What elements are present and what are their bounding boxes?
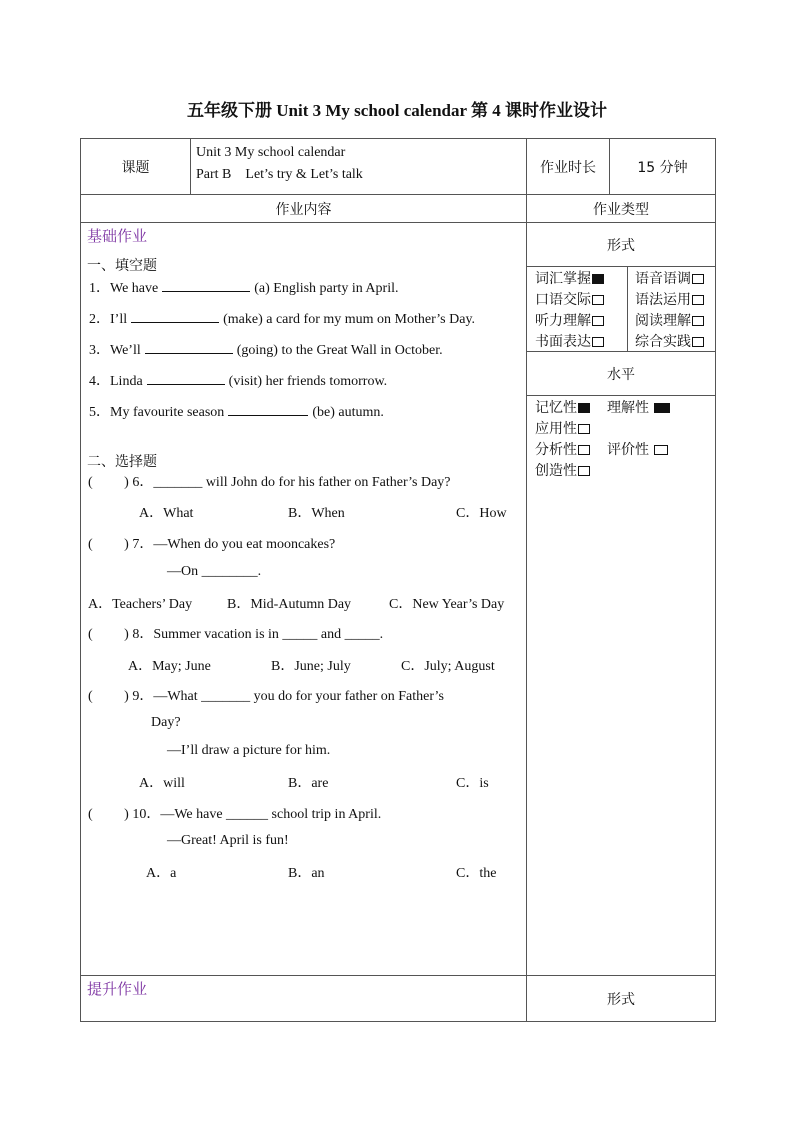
q10-option-b: B．an — [288, 866, 325, 881]
form-label: 形式 — [607, 238, 635, 254]
form-writing-checkbox[interactable] — [592, 337, 604, 347]
form-grammar-checkbox[interactable] — [692, 295, 704, 305]
fill-in-2: 2．I’ll (make) a card for my mum on Mother’s Day. — [89, 308, 475, 328]
level-evaluation-checkbox[interactable] — [654, 445, 668, 455]
level-application: 应用性 — [535, 418, 590, 438]
fill-in-1: 1．We have (a) English party in April. — [89, 277, 399, 297]
form-grammar: 语法运用 — [635, 289, 704, 309]
form-practice-checkbox[interactable] — [692, 337, 704, 347]
form-speaking: 口语交际 — [535, 289, 604, 309]
advanced-form-label: 形式 — [527, 976, 716, 1022]
q7-option-a: A．Teachers’ Day — [88, 597, 193, 612]
level-analysis: 分析性 — [535, 439, 590, 459]
q9-option-b: B．are — [288, 776, 329, 791]
fill-in-5: 5．My favourite season (be) autumn. — [89, 401, 384, 421]
topic-line-2: Part B Let’s try & Let’s talk — [196, 167, 363, 182]
q9-stem: ( ) 9．—What _______ you do for your father on Father’s — [88, 689, 444, 704]
level-analysis-checkbox[interactable] — [578, 445, 590, 455]
q9-continuation: Day? — [151, 715, 181, 730]
form-speaking-checkbox[interactable] — [592, 295, 604, 305]
basic-homework-cell — [81, 223, 527, 976]
q7-stem: ( ) 7．—When do you eat mooncakes? — [88, 537, 336, 552]
form-pronunciation: 语音语调 — [635, 268, 704, 288]
q6-stem: ( ) 6．_______ will John do for his father on Father’s Day? — [88, 475, 451, 490]
q10-line2: —Great! April is fun! — [167, 833, 289, 848]
section1-title: 一、填空题 — [87, 258, 157, 274]
form-writing: 书面表达 — [535, 331, 604, 351]
q6-option-b: B．When — [288, 506, 345, 521]
q9-option-c: C．is — [456, 776, 489, 791]
duration-label: 作业时长 — [527, 139, 610, 195]
homework-table — [80, 138, 716, 1022]
level-understanding: 理解性 — [607, 397, 670, 417]
type-header: 作业类型 — [527, 195, 716, 223]
q10-option-c: C．the — [456, 866, 497, 881]
topic-value — [191, 139, 527, 195]
advanced-homework-cell — [81, 976, 527, 1022]
q7-option-b: B．Mid-Autumn Day — [227, 597, 352, 612]
form-pronunciation-checkbox[interactable] — [692, 274, 704, 284]
fill-in-4: 4．Linda (visit) her friends tomorrow. — [89, 370, 387, 390]
level-evaluation: 评价性 — [607, 439, 668, 459]
topic-label: 课题 — [81, 139, 191, 195]
page-title: 五年级下册 Unit 3 My school calendar 第 4 课时作业设计 — [187, 101, 607, 120]
level-creation: 创造性 — [535, 460, 590, 480]
level-label: 水平 — [607, 367, 635, 383]
section2-title: 二、选择题 — [87, 454, 157, 470]
q7-option-c: C．New Year’s Day — [389, 597, 505, 612]
q8-option-b: B．June; July — [271, 659, 351, 674]
q6-option-c: C．How — [456, 506, 507, 521]
duration-value: 15 分钟 — [610, 139, 716, 195]
level-memory-checkbox[interactable] — [578, 403, 590, 413]
homework-type-cell — [527, 223, 716, 976]
form-listening-checkbox[interactable] — [592, 316, 604, 326]
content-header: 作业内容 — [81, 195, 527, 223]
q7-line2: —On ________. — [167, 564, 262, 579]
q8-option-a: A．May; June — [128, 659, 211, 674]
form-practice: 综合实践 — [635, 331, 704, 351]
form-reading-checkbox[interactable] — [692, 316, 704, 326]
level-creation-checkbox[interactable] — [578, 466, 590, 476]
form-listening: 听力理解 — [535, 310, 604, 330]
q6-option-a: A．What — [139, 506, 194, 521]
form-reading: 阅读理解 — [635, 310, 704, 330]
fill-in-3: 3．We’ll (going) to the Great Wall in October. — [89, 339, 443, 359]
q9-option-a: A．will — [139, 776, 185, 791]
q8-stem: ( ) 8．Summer vacation is in _____ and _____. — [88, 627, 384, 642]
q8-option-c: C．July; August — [401, 659, 495, 674]
q10-stem: ( ) 10．—We have ______ school trip in April. — [88, 807, 382, 822]
topic-line-1: Unit 3 My school calendar — [196, 145, 346, 160]
level-memory: 记忆性 — [535, 397, 590, 417]
level-application-checkbox[interactable] — [578, 424, 590, 434]
form-vocabulary: 词汇掌握 — [535, 268, 604, 288]
advanced-heading: 提升作业 — [87, 980, 148, 998]
level-understanding-checkbox[interactable] — [654, 403, 670, 413]
q10-option-a: A．a — [146, 866, 177, 881]
basic-heading: 基础作业 — [87, 227, 148, 245]
q9-line2: —I’ll draw a picture for him. — [167, 743, 331, 758]
form-vocabulary-checkbox[interactable] — [592, 274, 604, 284]
